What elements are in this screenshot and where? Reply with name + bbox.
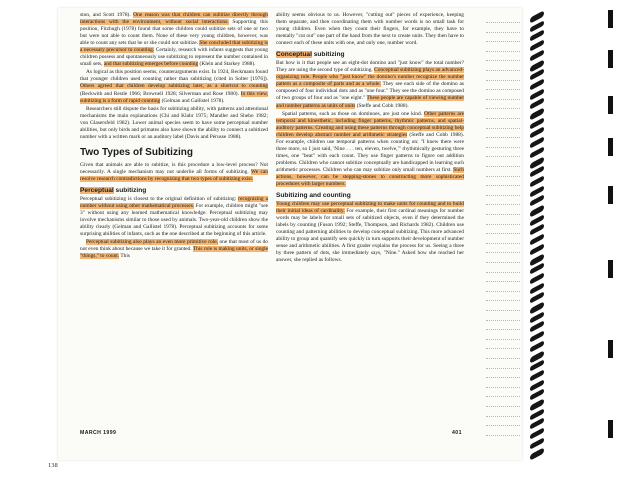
paragraph: Given that animals are able to subitize, is this procedure a low-level process? Not necessarily. A single mechanism may not underlie all forms of subitizing. We can resolve research contradictions by recognizing that two types of subitizing exist. [80, 161, 268, 182]
note-line [486, 435, 520, 436]
note-line [486, 70, 520, 71]
subsection-heading: Conceptual subitizing [276, 51, 345, 59]
note-line [486, 128, 520, 129]
note-line [486, 425, 520, 426]
subsection-heading: Perceptual subitizing [80, 186, 147, 194]
note-line [486, 358, 520, 359]
footer-page-number: 401 [452, 430, 462, 436]
note-line [486, 368, 520, 369]
paragraph: But how is it that people see an eight-dot domino and "just know" the total number? They are using the second type of subitizing. Conceptual subitizing plays an advanced-organizing role. People who "just know" the domino's number recognize the number pattern as a composite of parts and as a whole. They see each side of the domino as composed of four individual dots and as "one four." They see the domino as composed of two groups of four and as "one eight." These people are capable of viewing number and number patterns as units of units (Steffe and Cobb 1988). [276, 60, 464, 109]
note-line [486, 195, 520, 196]
paragraph: Researchers still dispute the basis for subitizing ability, with patterns and attentional mechanisms the main explanations (Chi and Klahr 1975; Mandler and Shebo 1982; von Glasersfeld 1982). Lower animal species seem to have some perceptual number abilities, but only birds and primates also have shown the ability to connect a subitized number with a written mark or an auditory label (Davis and Pérusse 1988). [80, 105, 268, 140]
highlighted-text: Perceptual subitizing also plays an even more primitive role, [86, 239, 218, 246]
note-line [486, 185, 520, 186]
paragraph: Perceptual subitizing is closest to the original definition of subitizing: recognizing a number without using other mathematical processes. For example, children might "see 3" without using any learned mathematical knowledge. Perceptual subitizing may involve mechanisms similar to those used by animals. Two-year-old children show the ability clearly (Gelman and Gallistel 1978). Perceptual subitizing accounts for some surprising abilities of infants, such as the one described at the beginning of this article. [80, 195, 269, 238]
scanned-page [58, 8, 522, 460]
highlighted-text: This role is making units, or single "things," to count. [80, 246, 268, 260]
paragraph: As logical as this position seems, counterarguments exist. In 1924, Beckmann found that younger children used counting rather than subitizing (cited in Solter [1976]). Others agreed that children develop subitizing later, as a shortcut to counting (Beckwith and Restle 1966; Brownell 1928; Silverman and Rose 1980). In this view, subitizing is a form of rapid counting (Gelman and Gallistel 1978). [80, 69, 268, 104]
note-line [486, 156, 520, 157]
note-line [486, 41, 520, 42]
edge-mark [608, 50, 613, 68]
section-heading: Two Types of Subitizing [80, 146, 193, 158]
note-line [486, 108, 520, 109]
note-line [486, 176, 520, 177]
paragraph: Perceptual subitizing also plays an even more primitive role, one that most of us do not even think about because we take it for granted. This role is making units, or single "things," to count. This [80, 239, 268, 260]
edge-mark [608, 420, 613, 438]
note-line [486, 416, 520, 417]
paragraph: Spatial patterns, such as those on dominoes, are just one kind. Other patterns are temporal and kinesthetic, including finger patterns, rhythmic patterns, and spatial-auditory patterns. Creating and using these patterns through conceptual subitizing help children develop abstract number and arithmetic strategies (Steffe and Cobb 1988). For example, children use temporal patterns when counting on: "I knew there were three more, so I just said, 'Nine . . . ten, eleven, twelve,'" rhythmically gesturing three times, one "beat" with each count. They use finger patterns to figure out addition problems. Children who cannot subitize conceptually are handicapped in learning such arithmetic processes. Children who can may subitize only small numbers at first. Such actions, however, can be stepping-stones to constructing more sophisticated procedures with larger numbers. [276, 110, 464, 188]
note-line [486, 320, 520, 321]
note-line [486, 137, 520, 138]
footer-date: MARCH 1999 [80, 430, 117, 436]
note-line [486, 147, 520, 148]
highlighted-text: Perceptual [80, 186, 114, 194]
highlighted-text: Others agreed that children develop subitizing later, as a shortcut to counting [80, 83, 268, 90]
note-line [486, 224, 520, 225]
edge-mark [608, 260, 613, 278]
edge-mark [608, 138, 613, 156]
note-line [486, 396, 520, 397]
note-line [486, 310, 520, 311]
note-line [486, 272, 520, 273]
note-line [486, 118, 520, 119]
highlighted-text: She concluded that subitizing is a necessary precursor to counting. [80, 40, 268, 54]
note-line [486, 51, 520, 52]
note-line [486, 204, 520, 205]
note-line [486, 243, 520, 244]
binding-coil [530, 447, 544, 460]
note-line [486, 406, 520, 407]
highlighted-text: In this view, subitizing is a form of rapid counting [80, 90, 268, 104]
note-line [486, 89, 520, 90]
note-line [486, 348, 520, 349]
note-line [486, 233, 520, 234]
highlighted-text: One reason was that children can subitize directly through interactions with the environment, without social interactions. [80, 12, 268, 26]
highlighted-text: Conceptual [276, 51, 312, 59]
edge-mark [608, 340, 613, 358]
note-line [486, 60, 520, 61]
note-line [486, 214, 520, 215]
note-line [486, 387, 520, 388]
note-line [486, 262, 520, 263]
note-line [486, 300, 520, 301]
note-line [486, 80, 520, 81]
highlighted-text: Such actions, however, can be stepping-stones to constructing more sophisticated procedures with larger numbers. [276, 166, 464, 188]
paragraph: ston, and Scott 1978). One reason was that children can subitize directly through interactions with the environment, without social interactions. Supporting this position, Fitzhugh (1978) found that some children could subitize sets of one or two but were not able to count them. None of these very young children, however, was able to count any sets that he or she could not subitize. She concluded that subitizing is a necessary precursor to counting. Certainly, research with infants suggests that young children possess and spontaneously use subitizing to represent the number contained in small sets, and that subitizing emerges before counting (Klein and Starkey 1988). [80, 12, 269, 68]
notes-margin [482, 8, 522, 460]
note-line [486, 377, 520, 378]
note-line [486, 329, 520, 330]
edge-mark [608, 186, 613, 204]
edge-mark [608, 10, 613, 28]
highlighted-text: Young children may use perceptual subitizing to make units for counting and to build their initial ideas of cardinality. [276, 201, 464, 215]
note-line [486, 32, 520, 33]
note-line [486, 281, 520, 282]
highlighted-text: We can resolve research contradictions by recognizing that two types of subitizing exist. [80, 168, 268, 182]
edge-mark [608, 96, 613, 114]
highlighted-text: These people are capable of viewing number and number patterns as units of units [276, 95, 464, 109]
scan-page-number: 138 [48, 462, 58, 469]
highlighted-text: Other patterns are temporal and kinesthetic, including finger patterns, rhythmic patterns, and spatial-auditory patterns. Creating and using these patterns through conceptual subitizing help children develop abstract number and arithmetic strategies [276, 110, 464, 138]
note-line [486, 291, 520, 292]
note-line [486, 339, 520, 340]
note-line [486, 99, 520, 100]
paragraph: ability seems obvious to us. However, "cutting out" pieces of experience, keeping them separate, and then coordinating them with number words is no small task for young children. Even when they count their fingers, for example, they have to mentally "cut out" one part of the hand from the next to create units. They then have to connect each of these units with one, and only one, number word. [276, 12, 464, 47]
note-line [486, 252, 520, 253]
highlighted-text: and that subitizing emerges before counting [103, 61, 199, 68]
note-line [486, 166, 520, 167]
spiral-binding [530, 8, 546, 460]
note-line [486, 22, 520, 23]
highlighted-text: recognizing a number without using other mathematical processes. [80, 195, 269, 210]
left-column [80, 12, 268, 261]
highlighted-text: Conceptual subitizing plays an advanced-organizing role. People who "just know" the domino's number recognize the number pattern as a composite of parts and as a whole. [276, 67, 464, 88]
subsection-heading: Subitizing and counting [276, 192, 351, 200]
paragraph: Young children may use perceptual subitizing to make units for counting and to build their initial ideas of cardinality. For example, their first cardinal meanings for number words may be labels for small sets of subitized objects, even if they determined the labels by counting (Fuson 1992; Steffe, Thompson, and Richards 1982). Children use counting and patterning abilities to develop conceptual subitizing. This more advanced ability to group and quantify sets quickly in turn supports their development of number sense and arithmetic abilities. A first grader explains the process for us. Seeing a three by three pattern of dots, she immediately says, "Nine." Asked how she reached her answer, she replied as follows. [276, 201, 464, 264]
middle-column [276, 12, 464, 266]
page-edge-marks [608, 10, 613, 458]
